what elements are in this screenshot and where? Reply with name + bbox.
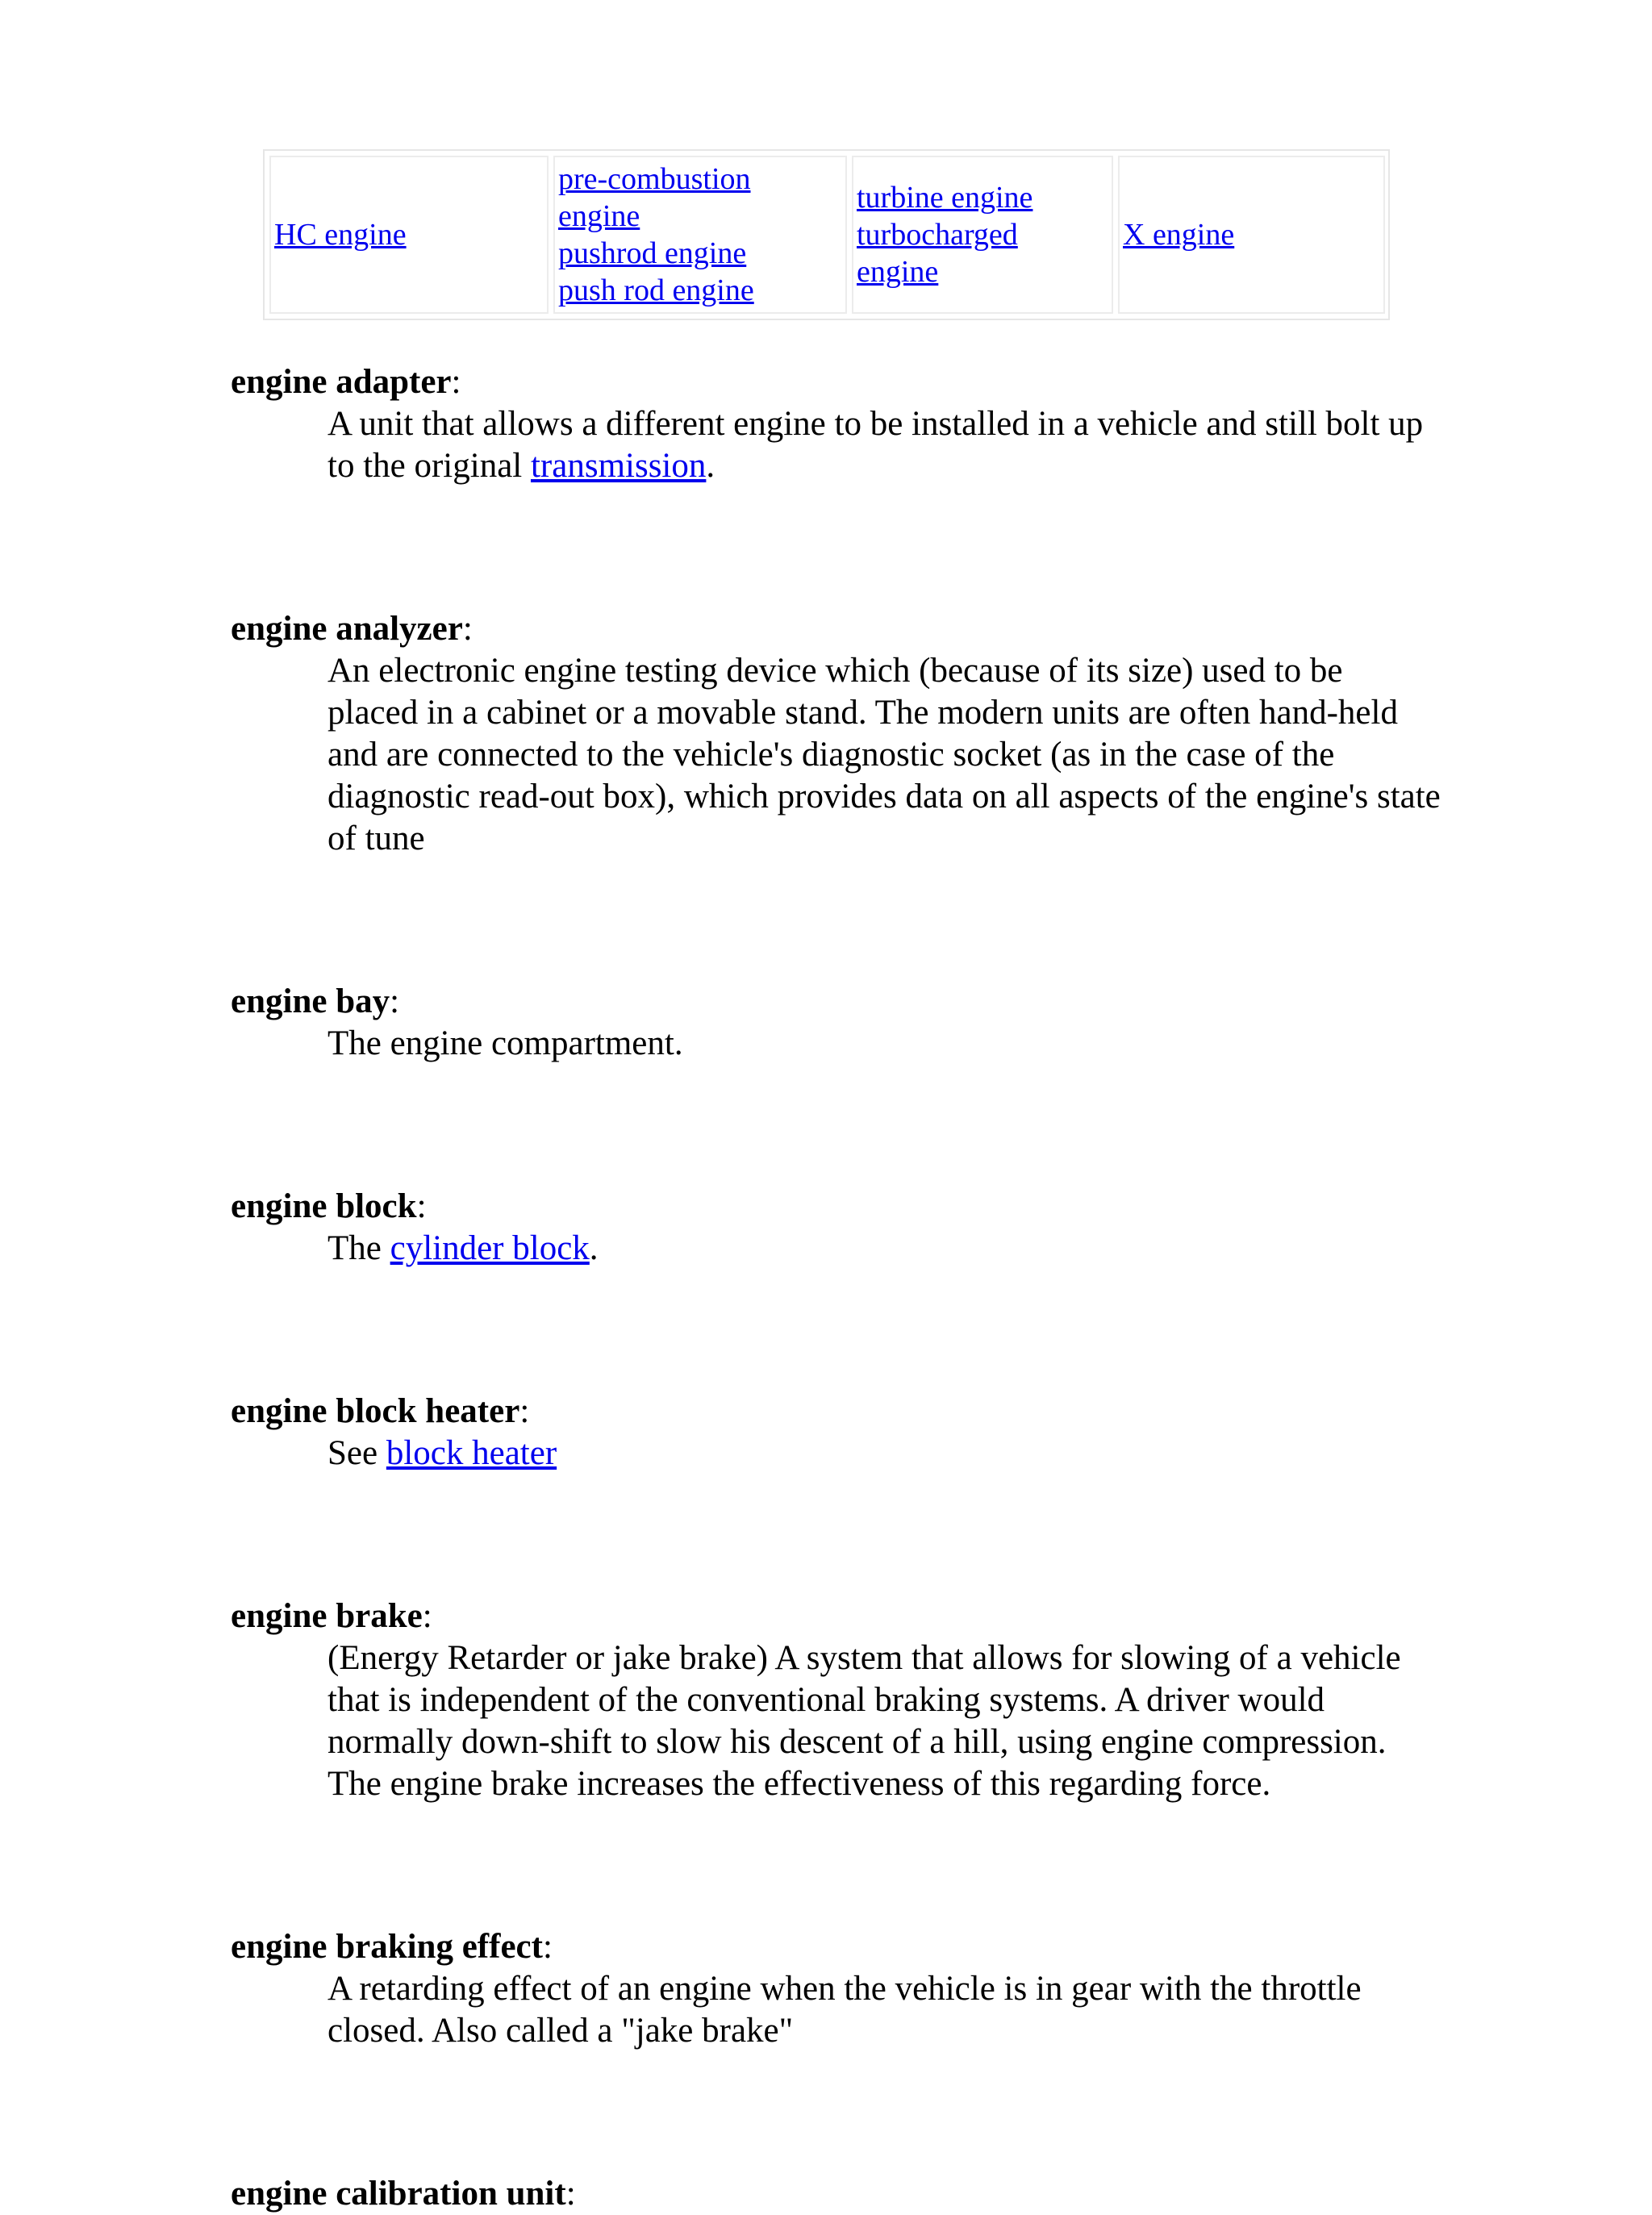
entry-definition: (Energy Retarder or jake brake) A system that allows for slowing of a vehicle that is independent of the conventional braking systems. A driver would normally down-shift to slow his descent of a hill, using engine compression. The engine brake increases the effectiveness of this regarding force. [327,1639,1401,1803]
link-cylinder-block[interactable]: cylinder block [390,1229,590,1267]
links-column-1 [269,156,549,314]
link-turbocharged-engine[interactable]: turbocharged engine [857,218,1018,289]
entry-definition: A unit that allows a different engine to be installed in a vehicle and still bolt up to the original transmission. [327,405,1424,485]
link-pre-combustion-engine[interactable]: pre-combustion engine [558,162,751,233]
entry-term: engine adapter: [231,363,461,401]
glossary-entry-engine-adapter [231,361,1441,487]
link-push-rod-engine[interactable]: push rod engine [558,273,754,307]
entry-definition: A retarding effect of an engine when the vehicle is in gear with the throttle closed. Also called a "jake brake" [327,1970,1362,2050]
link-hc-engine[interactable]: HC engine [274,218,407,252]
entry-term: engine bay: [231,982,400,1020]
glossary-entry-engine-braking-effect [231,1926,1441,2052]
entry-term: engine calibration unit: [231,2175,576,2213]
links-column-3 [852,156,1113,314]
entry-term: engine block: [231,1187,427,1225]
entry-term: engine brake: [231,1597,432,1635]
link-pushrod-engine[interactable]: pushrod engine [558,236,747,270]
glossary-entry-engine-calibration-unit [231,2173,1441,2215]
link-turbine-engine[interactable]: turbine engine [857,181,1033,215]
entry-definition: An electronic engine testing device which (because of its size) used to be placed in a cabinet or a movable stand. The modern units are often hand-held and are connected to the vehicle's diagnostic socket (as in the case of the diagnostic read-out box), which provides data on all aspects of the engine's state of tune [327,652,1441,857]
entry-term: engine analyzer: [231,610,473,648]
entry-term: engine block heater: [231,1392,530,1430]
link-transmission[interactable]: transmission [530,447,707,485]
entry-definition: The cylinder block. [327,1229,599,1267]
glossary-entry-engine-analyzer [231,608,1441,860]
entry-definition: See block heater [327,1434,557,1472]
link-x-engine[interactable]: X engine [1123,218,1235,252]
links-column-2 [553,156,847,314]
glossary-entry-engine-bay [231,981,1441,1065]
entry-term: engine braking effect: [231,1928,553,1966]
glossary-list [231,361,1441,2215]
glossary-entry-engine-block [231,1186,1441,1270]
entry-definition: The engine compartment. [327,1024,683,1062]
glossary-entry-engine-block-heater [231,1391,1441,1475]
links-column-4 [1118,156,1385,314]
related-links-table [263,149,1390,320]
glossary-entry-engine-brake [231,1596,1441,1805]
link-block-heater[interactable]: block heater [386,1434,557,1472]
